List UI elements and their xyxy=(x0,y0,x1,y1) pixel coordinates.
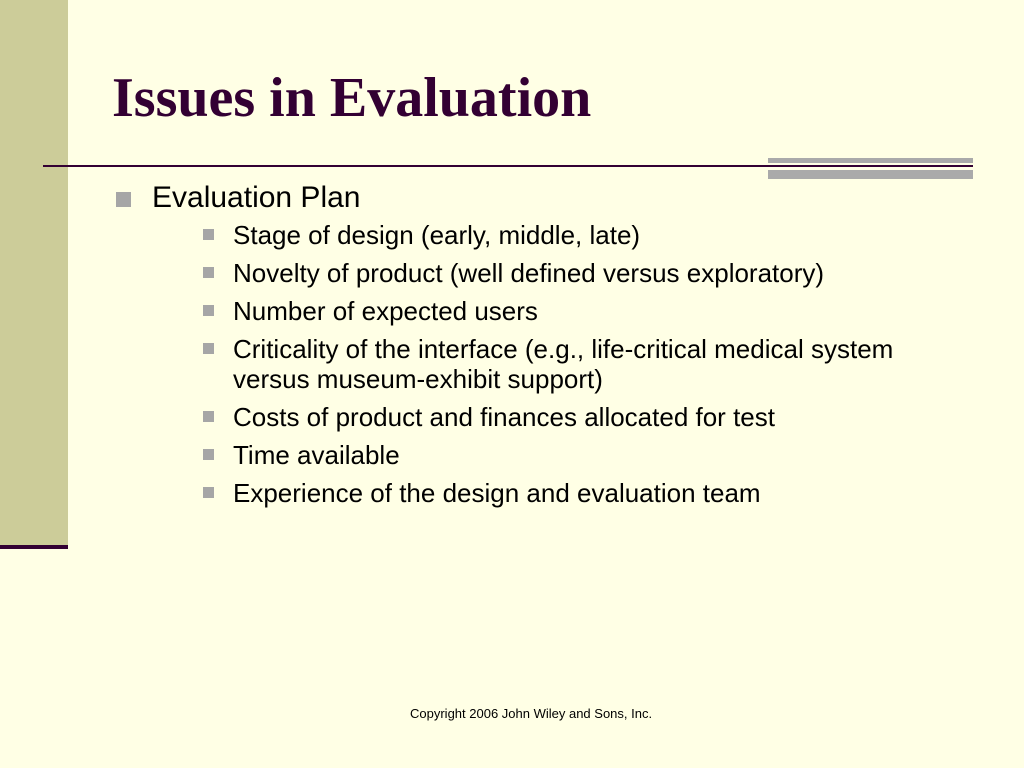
sub-bullet-text: Number of expected users xyxy=(233,296,538,326)
slide-title: Issues in Evaluation xyxy=(112,67,592,129)
sub-bullet-text: Experience of the design and evaluation team xyxy=(233,478,761,508)
bullet-item-evaluation-plan xyxy=(116,178,916,508)
square-bullet-icon xyxy=(203,449,214,460)
copyright-footer: Copyright 2006 John Wiley and Sons, Inc. xyxy=(410,706,653,721)
sub-bullet-item xyxy=(152,258,916,288)
square-bullet-icon xyxy=(203,411,214,422)
square-bullet-icon xyxy=(203,343,214,354)
bullet-text: Evaluation Plan xyxy=(152,181,361,214)
sub-bullet-text: Time available xyxy=(233,440,400,470)
sub-bullet-text: Criticality of the interface (e.g., life-critical medical system versus museum-exhibit support) xyxy=(233,334,894,394)
sub-bullet-item xyxy=(152,334,916,394)
title-divider-line xyxy=(43,165,768,167)
square-bullet-icon xyxy=(203,487,214,498)
sub-bullet-text: Novelty of product (well defined versus exploratory) xyxy=(233,258,825,288)
square-bullet-icon xyxy=(203,267,214,278)
sub-bullet-item xyxy=(152,440,916,470)
sub-bullet-text: Stage of design (early, middle, late) xyxy=(233,220,641,250)
bullet-list xyxy=(116,178,916,516)
square-bullet-icon xyxy=(203,229,214,240)
title-divider-accent xyxy=(768,158,973,179)
left-band-underline xyxy=(0,545,68,549)
left-decorative-band xyxy=(0,0,68,545)
sub-bullet-text: Costs of product and finances allocated for test xyxy=(233,402,775,432)
sub-bullet-list xyxy=(152,220,916,508)
sub-bullet-item xyxy=(152,296,916,326)
square-bullet-icon xyxy=(203,305,214,316)
sub-bullet-item xyxy=(152,402,916,432)
sub-bullet-item xyxy=(152,478,916,508)
square-bullet-icon xyxy=(116,192,131,207)
sub-bullet-item xyxy=(152,220,916,250)
